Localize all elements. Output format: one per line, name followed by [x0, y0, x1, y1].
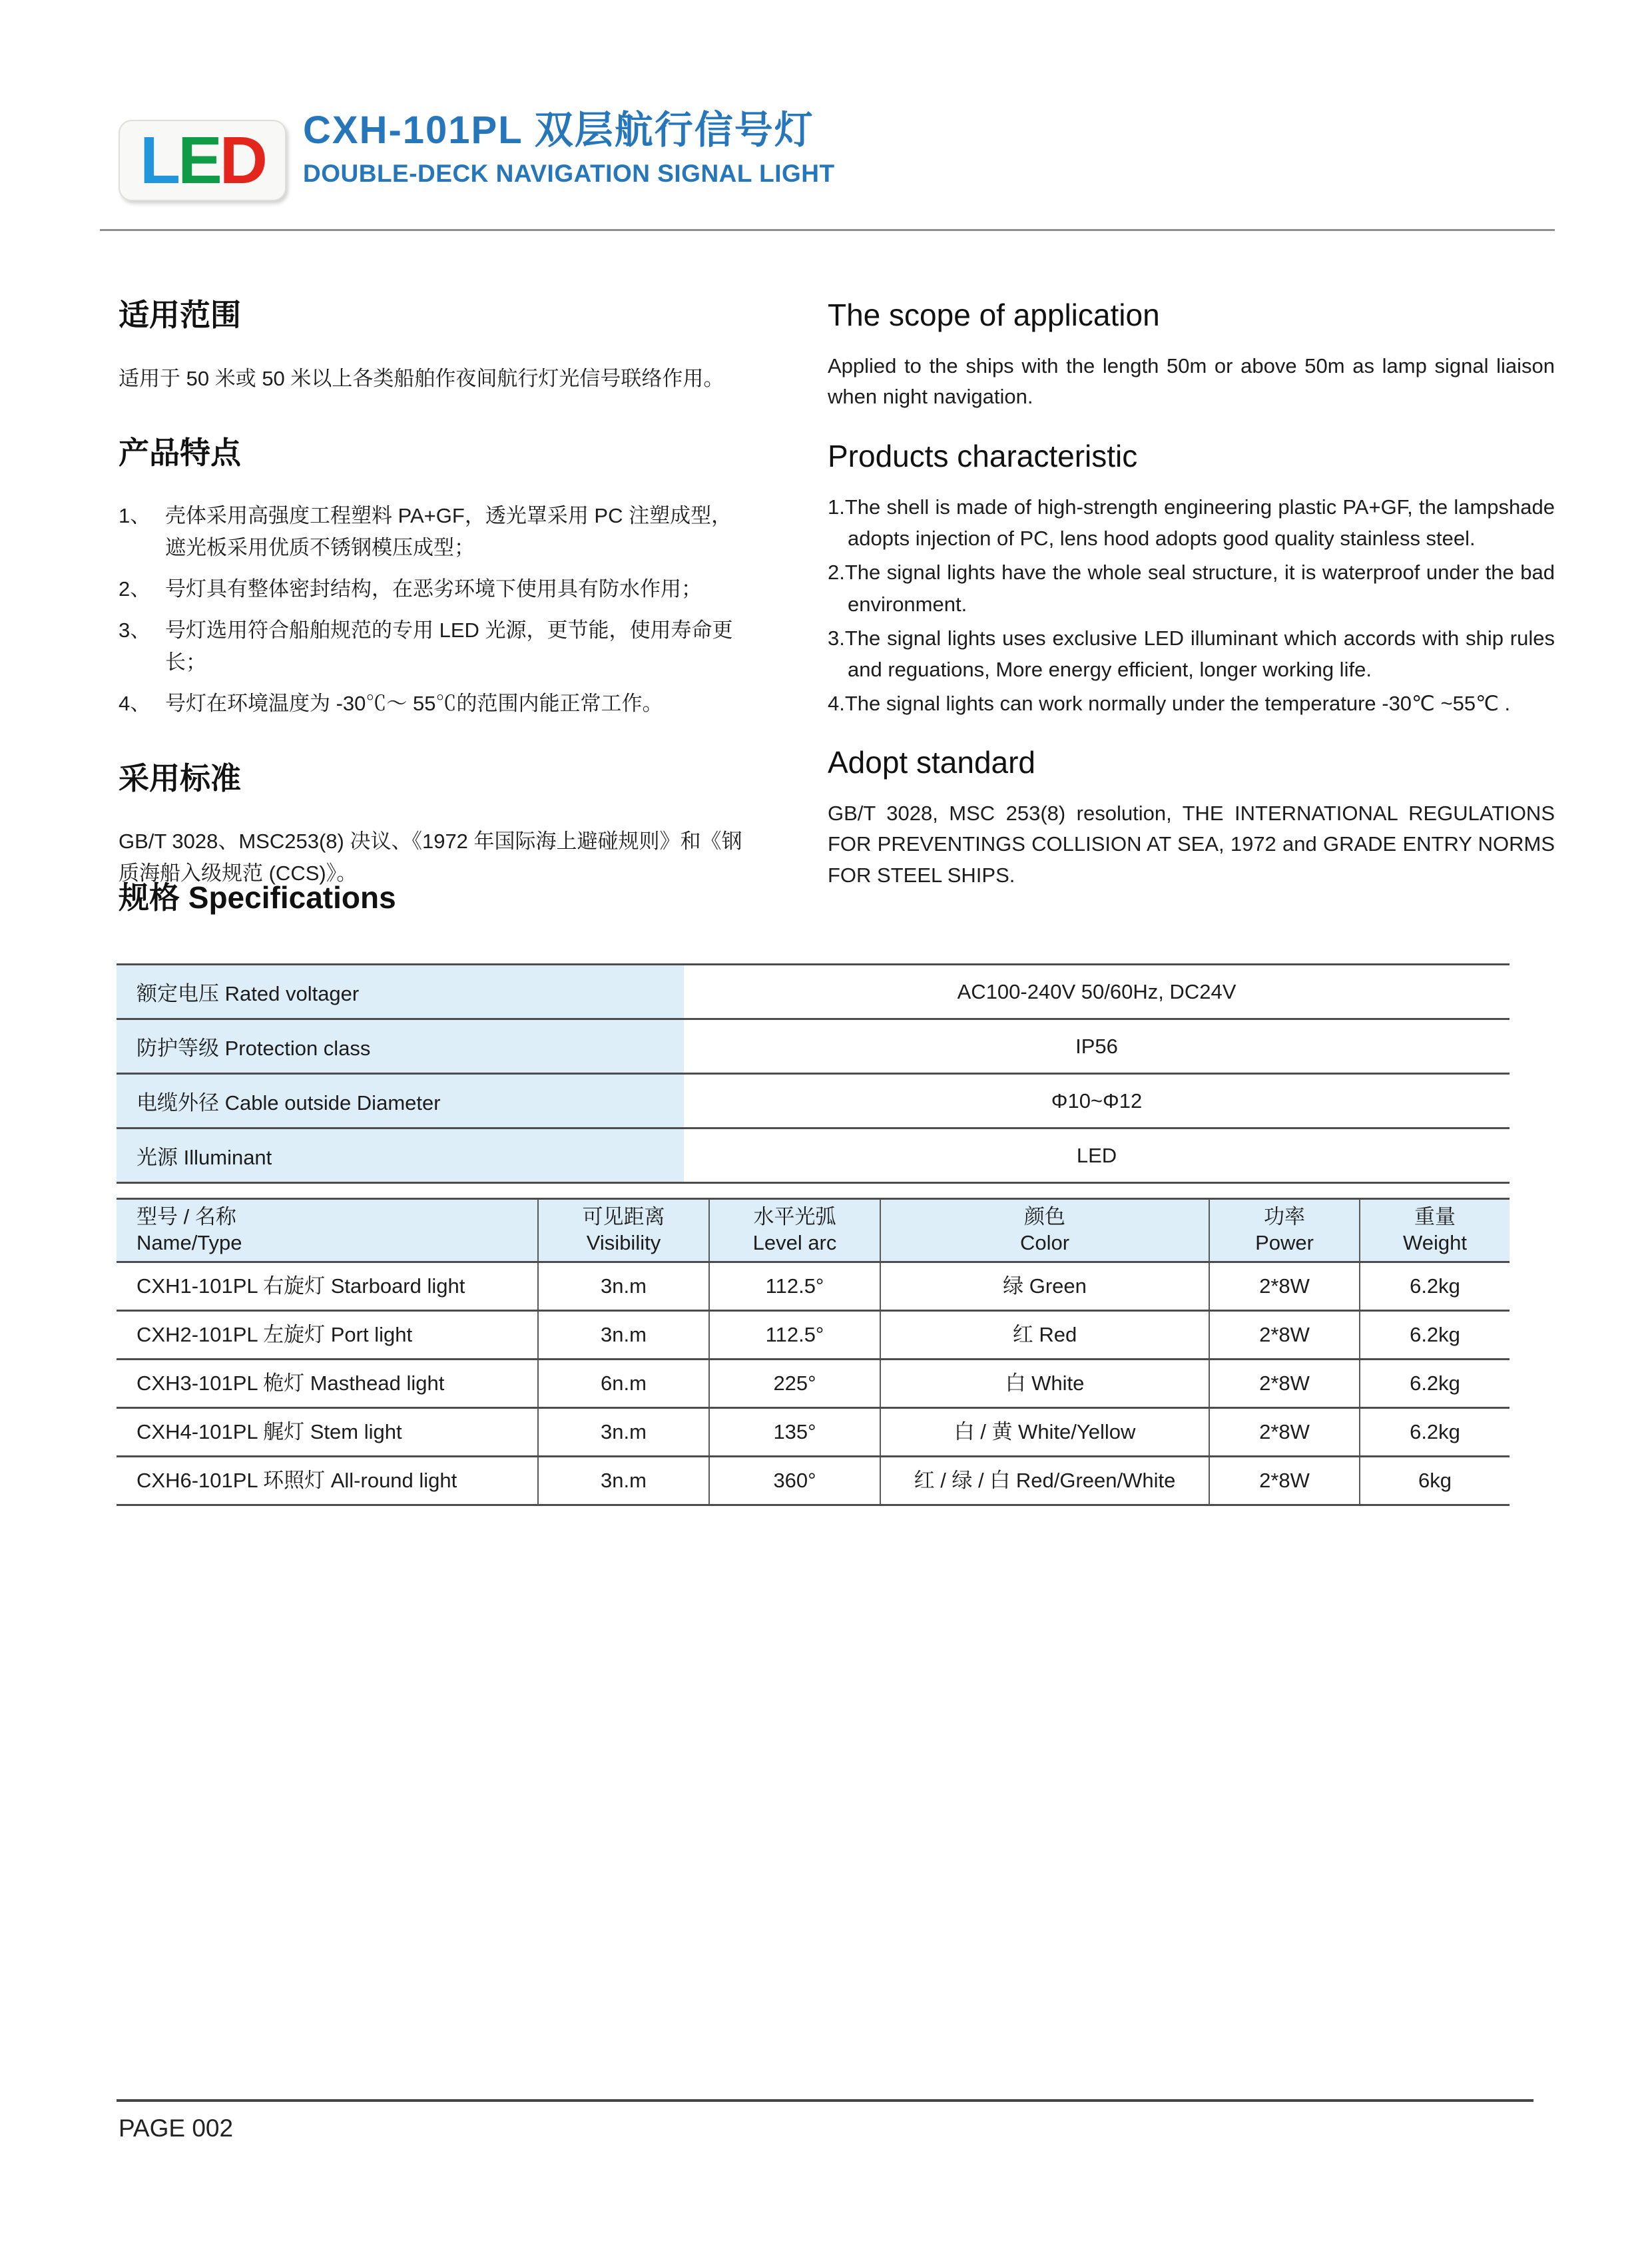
- model-weight: 6kg: [1359, 1457, 1510, 1504]
- feature-item-number: 1、: [119, 504, 151, 528]
- column-header-en: Power: [1255, 1231, 1314, 1254]
- table-row: [117, 965, 1510, 1020]
- table-header-row: [117, 1200, 1510, 1263]
- column-header-cn: 功率: [1264, 1205, 1305, 1229]
- section-features-cn: [119, 436, 751, 720]
- footer-divider: [117, 2099, 1533, 2102]
- column-header-cn: 可见距离: [582, 1205, 665, 1229]
- spec-label: 光源 Illuminant: [117, 1129, 684, 1182]
- characteristics-heading: Products characteristic: [828, 438, 1138, 473]
- column-header-en: Name/Type: [137, 1231, 242, 1254]
- characteristic-item: 3.The signal lights uses exclusive LED illuminant which accords with ship rules and reguations, More energy efficient, longer working life.: [828, 626, 1555, 681]
- column-header-cn: 型号 / 名称: [137, 1205, 236, 1229]
- feature-item: [119, 573, 751, 605]
- model-level-arc: 225°: [708, 1360, 880, 1407]
- spec-value: Φ10~Φ12: [1051, 1089, 1143, 1113]
- led-logo: [119, 120, 286, 201]
- standard-en-body: GB/T 3028, MSC 253(8) resolution, THE INTERNATIONAL REGULATIONS FOR PREVENTINGS COLLISION AT SEA, 1972 and GRADE ENTRY NORMS FOR STEEL SHIPS.: [828, 801, 1555, 887]
- model-level-arc: 135°: [708, 1409, 880, 1455]
- specifications-heading: 规格 Specifications: [119, 880, 396, 915]
- model-weight: 6.2kg: [1359, 1263, 1510, 1310]
- spec-value: IP56: [1075, 1034, 1118, 1058]
- page-number: PAGE 002: [119, 2115, 234, 2142]
- model-name: CXH2-101PL 左旋灯 Port light: [137, 1322, 413, 1346]
- model-color: 绿 Green: [880, 1263, 1209, 1310]
- table-row: [117, 1020, 1510, 1075]
- product-title-en: DOUBLE-DECK NAVIGATION SIGNAL LIGHT: [303, 159, 835, 187]
- model-color: 白 White: [880, 1360, 1209, 1407]
- feature-item-text: 号灯在环境温度为 -30℃～ 55℃的范围内能正常工作。: [165, 692, 663, 716]
- spec-label: 额定电压 Rated voltager: [117, 965, 684, 1018]
- led-logo-letter-e: E: [178, 123, 220, 198]
- model-visibility: 3n.m: [537, 1409, 708, 1455]
- table-row: [117, 1409, 1510, 1457]
- column-header-weight: [1359, 1200, 1510, 1261]
- standard-cn-heading: 采用标准: [119, 760, 241, 796]
- characteristic-item: 4.The signal lights can work normally under the temperature -30℃ ~55℃ .: [828, 691, 1511, 715]
- column-header-en: Weight: [1403, 1231, 1467, 1254]
- column-header-visibility: [537, 1200, 708, 1261]
- column-header-name: [117, 1200, 537, 1261]
- section-standard-cn: [119, 762, 751, 890]
- feature-item-number: 3、: [119, 619, 151, 642]
- model-name: CXH4-101PL 艉灯 Stem light: [137, 1419, 402, 1443]
- model-visibility: 3n.m: [537, 1312, 708, 1358]
- model-visibility: 6n.m: [537, 1360, 708, 1407]
- spec-label: 电缆外径 Cable outside Diameter: [117, 1075, 684, 1127]
- scope-en-heading: The scope of application: [828, 298, 1160, 332]
- table-row: [117, 1129, 1510, 1184]
- model-power: 2*8W: [1209, 1409, 1359, 1455]
- right-column: [828, 298, 1555, 932]
- section-characteristics-en: [828, 439, 1555, 719]
- section-scope-en: [828, 298, 1555, 413]
- column-header-color: [880, 1200, 1209, 1261]
- feature-item-number: 4、: [119, 692, 151, 716]
- spec-label: 防护等级 Protection class: [117, 1020, 684, 1073]
- feature-item-text: 号灯选用符合船舶规范的专用 LED 光源，更节能，使用寿命更长；: [165, 619, 733, 674]
- column-header-en: Visibility: [586, 1231, 661, 1254]
- scope-en-body: Applied to the ships with the length 50m or above 50m as lamp signal liaison when night navigation.: [828, 354, 1555, 409]
- standard-cn-body: GB/T 3028、MSC253(8) 决议、《1972 年国际海上避碰规则》和《钢质海船入级规范 (CCS)》。: [119, 830, 742, 885]
- feature-item: [119, 500, 751, 564]
- features-cn-heading: 产品特点: [119, 435, 241, 470]
- model-visibility: 3n.m: [537, 1263, 708, 1310]
- spec-value: AC100-240V 50/60Hz, DC24V: [957, 979, 1237, 1003]
- spec-value: LED: [1076, 1143, 1117, 1167]
- model-level-arc: 112.5°: [708, 1263, 880, 1310]
- model-name: CXH1-101PL 右旋灯 Starboard light: [137, 1274, 465, 1298]
- characteristic-item: 2.The signal lights have the whole seal structure, it is waterproof under the bad environment.: [828, 561, 1555, 616]
- table-row: [117, 1263, 1510, 1312]
- model-color: 白 / 黄 White/Yellow: [880, 1409, 1209, 1455]
- feature-item-text: 壳体采用高强度工程塑料 PA+GF，透光罩采用 PC 注塑成型，遮光板采用优质不锈钢模压成型；: [165, 504, 732, 560]
- table-row: [117, 1312, 1510, 1360]
- model-level-arc: 360°: [708, 1457, 880, 1504]
- column-header-power: [1209, 1200, 1359, 1261]
- column-header-en: Color: [1019, 1231, 1070, 1254]
- section-standard-en: [828, 746, 1555, 891]
- model-power: 2*8W: [1209, 1312, 1359, 1358]
- table-row: [117, 1075, 1510, 1129]
- standard-en-heading: Adopt standard: [828, 744, 1036, 780]
- general-spec-table: [117, 963, 1510, 1184]
- column-header-cn: 水平光弧: [753, 1205, 836, 1229]
- header-divider: [100, 229, 1555, 231]
- model-power: 2*8W: [1209, 1263, 1359, 1310]
- section-scope-cn: [119, 298, 751, 395]
- model-level-arc: 112.5°: [708, 1312, 880, 1358]
- led-logo-letter-d: D: [219, 123, 265, 198]
- model-weight: 6.2kg: [1359, 1360, 1510, 1407]
- model-color: 红 Red: [880, 1312, 1209, 1358]
- feature-item-text: 号灯具有整体密封结构，在恶劣环境下使用具有防水作用；: [165, 577, 702, 601]
- model-visibility: 3n.m: [537, 1457, 708, 1504]
- header-title-block: [303, 109, 835, 188]
- table-row: [117, 1457, 1510, 1506]
- feature-item-number: 2、: [119, 577, 151, 601]
- model-spec-table: [117, 1198, 1510, 1506]
- model-name: CXH6-101PL 环照灯 All-round light: [137, 1468, 457, 1492]
- characteristic-item: 1.The shell is made of high-strength engineering plastic PA+GF, the lampshade adopts injection of PC, lens hood adopts good quality stainless steel.: [828, 495, 1555, 551]
- column-header-level-arc: [708, 1200, 880, 1261]
- scope-cn-body: 适用于 50 米或 50 米以上各类船舶作夜间航行灯光信号联络作用。: [119, 366, 724, 390]
- table-row: [117, 1360, 1510, 1409]
- model-power: 2*8W: [1209, 1360, 1359, 1407]
- column-header-en: Level arc: [752, 1231, 837, 1254]
- scope-cn-heading: 适用范围: [119, 298, 241, 332]
- model-weight: 6.2kg: [1359, 1409, 1510, 1455]
- left-column: [119, 298, 751, 931]
- led-logo-letter-l: L: [139, 123, 178, 198]
- column-header-cn: 颜色: [1024, 1205, 1065, 1229]
- feature-item: [119, 615, 751, 678]
- product-title-cn: CXH-101PL 双层航行信号灯: [303, 109, 814, 152]
- model-power: 2*8W: [1209, 1457, 1359, 1504]
- model-weight: 6.2kg: [1359, 1312, 1510, 1358]
- model-color: 红 / 绿 / 白 Red/Green/White: [880, 1457, 1209, 1504]
- column-header-cn: 重量: [1414, 1205, 1456, 1229]
- model-name: CXH3-101PL 桅灯 Masthead light: [137, 1371, 445, 1395]
- feature-item: [119, 688, 751, 720]
